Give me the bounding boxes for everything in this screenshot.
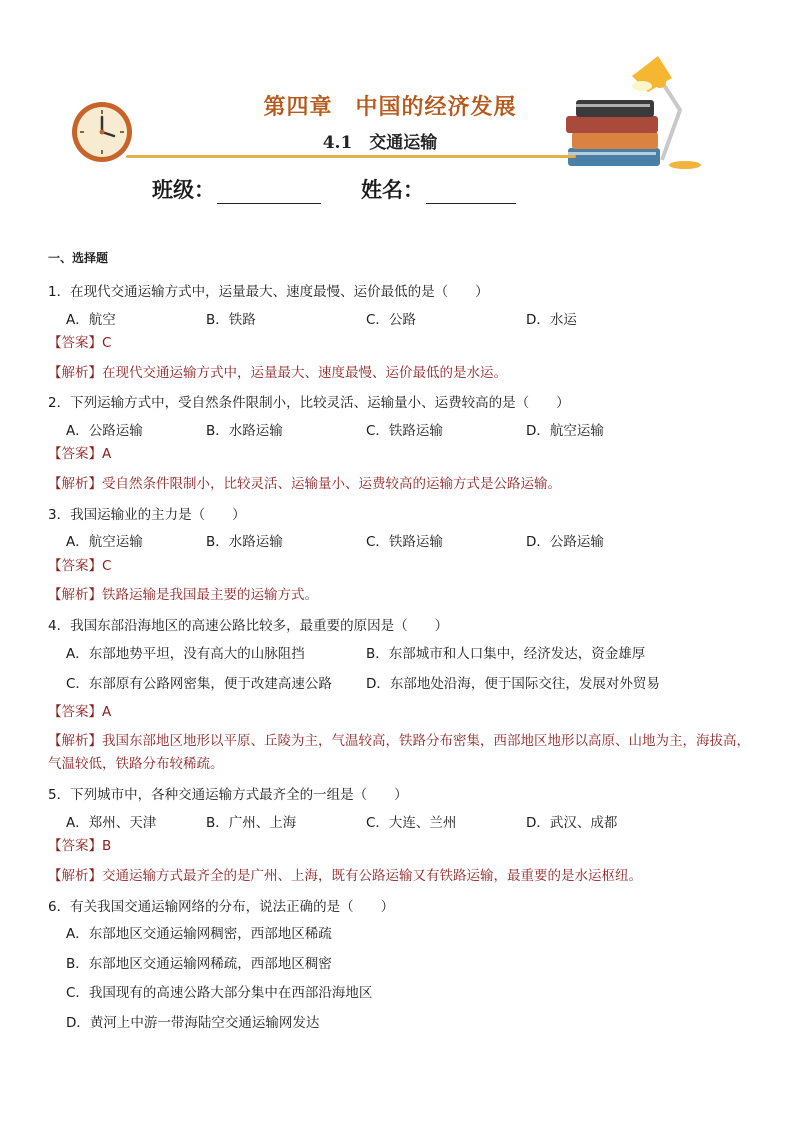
- option: B．铁路: [206, 311, 256, 328]
- option: A．郑州、天津: [66, 814, 157, 831]
- class-label: 班级：: [152, 177, 215, 202]
- option: B．水路运输: [206, 534, 283, 551]
- answer-tag: 【答案】: [48, 838, 102, 855]
- class-field: [152, 174, 321, 204]
- section-title: 4.1 交通运输: [322, 133, 438, 153]
- answer-line: [48, 703, 753, 720]
- explain-tag: 【解析】: [48, 587, 102, 604]
- explain-tag: 【解析】: [48, 733, 102, 750]
- option: A．公路运输: [66, 422, 143, 439]
- explanation-line: [48, 362, 753, 385]
- option: D．武汉、成都: [526, 814, 618, 831]
- explanation-text: 受自然条件限制小，比较灵活、运输量小、运费较高的运输方式是公路运输。: [102, 475, 561, 492]
- option: D．东部地处沿海，便于国际交往，发展对外贸易: [366, 676, 660, 693]
- option: C．铁路运输: [366, 422, 443, 439]
- answer-value: C: [102, 335, 112, 351]
- chapter-title: 第四章 中国的经济发展: [263, 94, 517, 120]
- option: A．东部地区交通运输网稠密，西部地区稀疏: [66, 926, 332, 943]
- name-blank[interactable]: [426, 181, 516, 204]
- explain-tag: 【解析】: [48, 475, 102, 492]
- explanation-line: [48, 730, 753, 776]
- explanation-line: [48, 584, 753, 607]
- option: C．我国现有的高速公路大部分集中在西部沿海地区: [66, 985, 373, 1002]
- answer-value: C: [102, 557, 112, 574]
- options-grid: [66, 645, 753, 693]
- answer-tag: 【答案】: [48, 446, 102, 463]
- answer-value: A: [102, 703, 112, 720]
- explanation-text: 交通运输方式最齐全的是广州、上海，既有公路运输又有铁路运输，最重要的是水运枢纽。: [102, 867, 642, 884]
- answer-line: [48, 448, 753, 462]
- clock-icon: [70, 100, 134, 164]
- explanation-text: 铁路运输是我国最主要的运输方式。: [102, 587, 318, 604]
- option: A．东部地势平坦，没有高大的山脉阻挡: [66, 645, 305, 662]
- question-stem: 1．在现代交通运输方式中，运量最大、速度最慢、运价最低的是（ ）: [48, 284, 489, 300]
- books-and-lamp-illustration: [562, 52, 712, 174]
- option: B．广州、上海: [206, 814, 297, 831]
- class-blank[interactable]: [217, 181, 321, 204]
- explanation-line: [48, 865, 753, 888]
- options-row: [66, 814, 753, 831]
- name-field: [361, 174, 516, 204]
- explanation-line: [48, 473, 753, 496]
- option: C．大连、兰州: [366, 814, 457, 831]
- answer-line: [48, 337, 753, 351]
- answer-line: [48, 840, 753, 854]
- options-row: [66, 422, 753, 439]
- answer-value: A: [102, 446, 112, 463]
- answer-tag: 【答案】: [48, 703, 102, 720]
- answer-value: B: [102, 838, 112, 855]
- option: B．东部地区交通运输网稀疏，西部地区稠密: [66, 955, 332, 972]
- option: D．黄河上中游一带海陆空交通运输网发达: [66, 1014, 320, 1031]
- answer-tag: 【答案】: [48, 557, 102, 574]
- student-info: [152, 174, 516, 204]
- option: C．东部原有公路网密集，便于改建高速公路: [66, 676, 332, 693]
- option: D．航空运输: [526, 422, 604, 439]
- explain-tag: 【解析】: [48, 867, 102, 884]
- page-header: [0, 0, 794, 210]
- answer-tag: 【答案】: [48, 335, 102, 351]
- question-stem: 3．我国运输业的主力是（ ）: [48, 506, 246, 523]
- option: C．公路: [366, 311, 416, 328]
- options-row: [66, 536, 753, 550]
- option: B．东部城市和人口集中，经济发达，资金雄厚: [366, 645, 646, 662]
- section-heading: 一、选择题: [48, 251, 109, 265]
- question-stem: 5．下列城市中，各种交通运输方式最齐全的一组是（ ）: [48, 787, 408, 804]
- explanation-text: 我国东部地区地形以平原、丘陵为主，气温较高，铁路分布密集，西部地区地形以高原、山地为主，海拔高，气温较低，铁路分布较稀疏。: [48, 733, 750, 773]
- explanation-text: 在现代交通运输方式中，运量最大、速度最慢、运价最低的是水运。: [102, 364, 507, 381]
- option: C．铁路运输: [366, 534, 443, 551]
- header-rule: [126, 155, 576, 158]
- question-stem: 2．下列运输方式中，受自然条件限制小，比较灵活、运输量小、运费较高的是（ ）: [48, 395, 570, 412]
- option: D．公路运输: [526, 534, 604, 551]
- option: D．水运: [526, 311, 577, 328]
- question-stem: 6．有关我国交通运输网络的分布，说法正确的是（ ）: [48, 898, 395, 915]
- answer-line: [48, 557, 753, 574]
- explain-tag: 【解析】: [48, 364, 102, 381]
- name-label: 姓名：: [361, 177, 424, 202]
- option: B．水路运输: [206, 422, 283, 439]
- question-list: [48, 252, 753, 1046]
- question-stem: 4．我国东部沿海地区的高速公路比较多，最重要的原因是（ ）: [48, 618, 449, 635]
- option: A．航空: [66, 311, 116, 328]
- option: A．航空运输: [66, 534, 143, 551]
- options-row: [66, 311, 753, 328]
